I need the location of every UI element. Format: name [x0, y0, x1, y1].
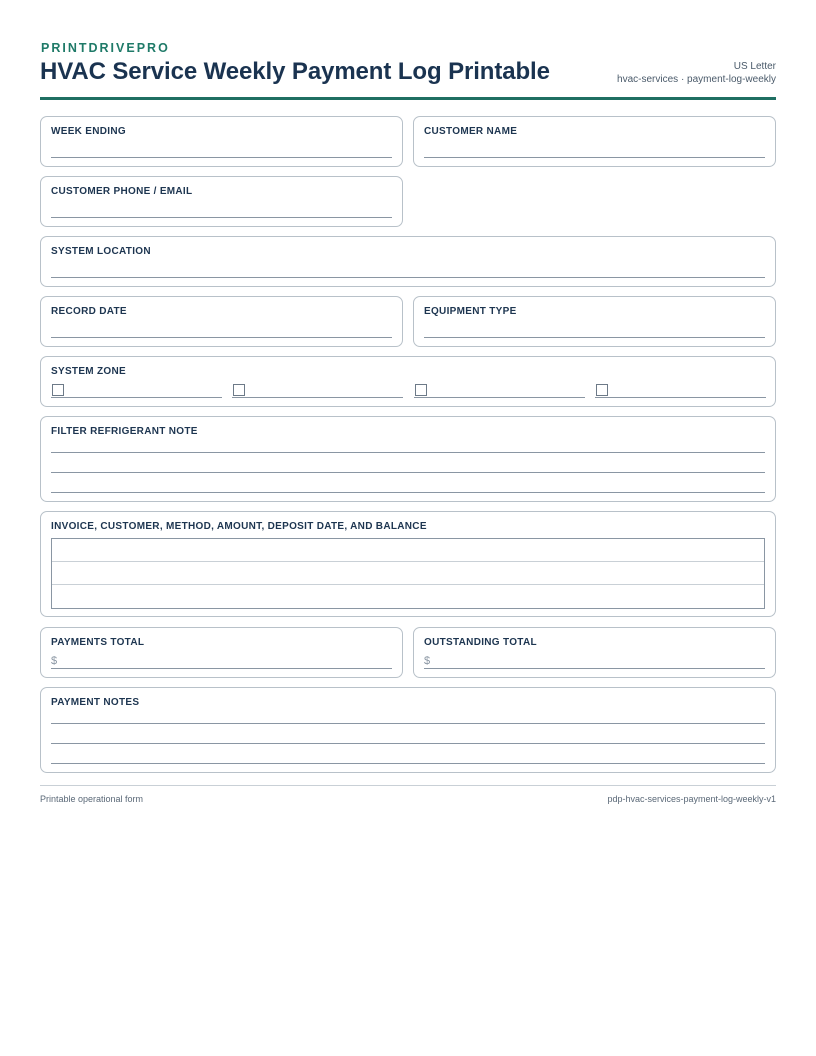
zone-checkbox-2[interactable] — [233, 384, 245, 396]
zone-field-1[interactable] — [51, 397, 222, 398]
payment-notes-line-2[interactable] — [51, 743, 765, 744]
filter-note-label: FILTER REFRIGERANT NOTE — [51, 426, 198, 437]
system-zone-card — [40, 356, 776, 407]
payment-notes-card — [40, 687, 776, 773]
brand-name: PRINTDRIVEPRO — [41, 41, 170, 55]
outstanding-total-currency: $ — [424, 655, 431, 667]
record-date-card — [40, 296, 403, 347]
form-footer — [40, 785, 776, 804]
payments-total-card — [40, 627, 403, 678]
footer-description: Printable operational form — [40, 794, 144, 804]
outstanding-total-card — [413, 627, 776, 678]
record-date-field[interactable] — [51, 337, 392, 338]
record-date-label: RECORD DATE — [51, 306, 127, 317]
filter-note-line-2[interactable] — [51, 472, 765, 473]
payments-total-currency: $ — [51, 655, 58, 667]
invoice-table-label: INVOICE, CUSTOMER, METHOD, AMOUNT, DEPOSIT DATE, AND BALANCE — [51, 521, 427, 532]
equipment-type-label: EQUIPMENT TYPE — [424, 306, 517, 317]
zone-field-4[interactable] — [595, 397, 766, 398]
outstanding-total-label: OUTSTANDING TOTAL — [424, 637, 537, 648]
filter-note-card — [40, 416, 776, 502]
invoice-table-card — [40, 511, 776, 617]
filter-note-line-3[interactable] — [51, 492, 765, 493]
invoice-table-row[interactable] — [52, 585, 764, 608]
invoice-table-row[interactable] — [52, 562, 764, 585]
invoice-table — [51, 538, 765, 609]
week-ending-card — [40, 116, 403, 167]
payments-total-field[interactable] — [51, 668, 392, 669]
week-ending-field[interactable] — [51, 157, 392, 158]
equipment-type-field[interactable] — [424, 337, 765, 338]
week-ending-label: WEEK ENDING — [51, 126, 126, 137]
footer-form-id: pdp-hvac-services-payment-log-weekly-v1 — [607, 794, 776, 804]
customer-contact-field[interactable] — [51, 217, 392, 218]
system-zone-label: SYSTEM ZONE — [51, 366, 126, 377]
page-title: HVAC Service Weekly Payment Log Printable — [40, 58, 550, 85]
customer-name-field[interactable] — [424, 157, 765, 158]
form-page — [40, 0, 776, 804]
system-location-label: SYSTEM LOCATION — [51, 246, 151, 257]
form-header — [40, 0, 776, 100]
payment-notes-line-3[interactable] — [51, 763, 765, 764]
document-meta — [617, 60, 776, 86]
payment-notes-label: PAYMENT NOTES — [51, 697, 140, 708]
customer-contact-card — [40, 176, 403, 227]
customer-contact-label: CUSTOMER PHONE / EMAIL — [51, 186, 193, 197]
zone-field-3[interactable] — [414, 397, 585, 398]
zone-checkbox-3[interactable] — [415, 384, 427, 396]
outstanding-total-field[interactable] — [424, 668, 765, 669]
payments-total-label: PAYMENTS TOTAL — [51, 637, 145, 648]
zone-checkbox-4[interactable] — [596, 384, 608, 396]
zone-field-2[interactable] — [232, 397, 403, 398]
invoice-table-row[interactable] — [52, 539, 764, 562]
equipment-type-card — [413, 296, 776, 347]
payment-notes-line-1[interactable] — [51, 723, 765, 724]
zone-checkbox-1[interactable] — [52, 384, 64, 396]
document-slug: hvac-services · payment-log-weekly — [617, 74, 776, 85]
system-location-card — [40, 236, 776, 287]
paper-size-label: US Letter — [733, 61, 776, 72]
system-location-field[interactable] — [51, 277, 765, 278]
customer-name-label: CUSTOMER NAME — [424, 126, 518, 137]
filter-note-line-1[interactable] — [51, 452, 765, 453]
customer-name-card — [413, 116, 776, 167]
